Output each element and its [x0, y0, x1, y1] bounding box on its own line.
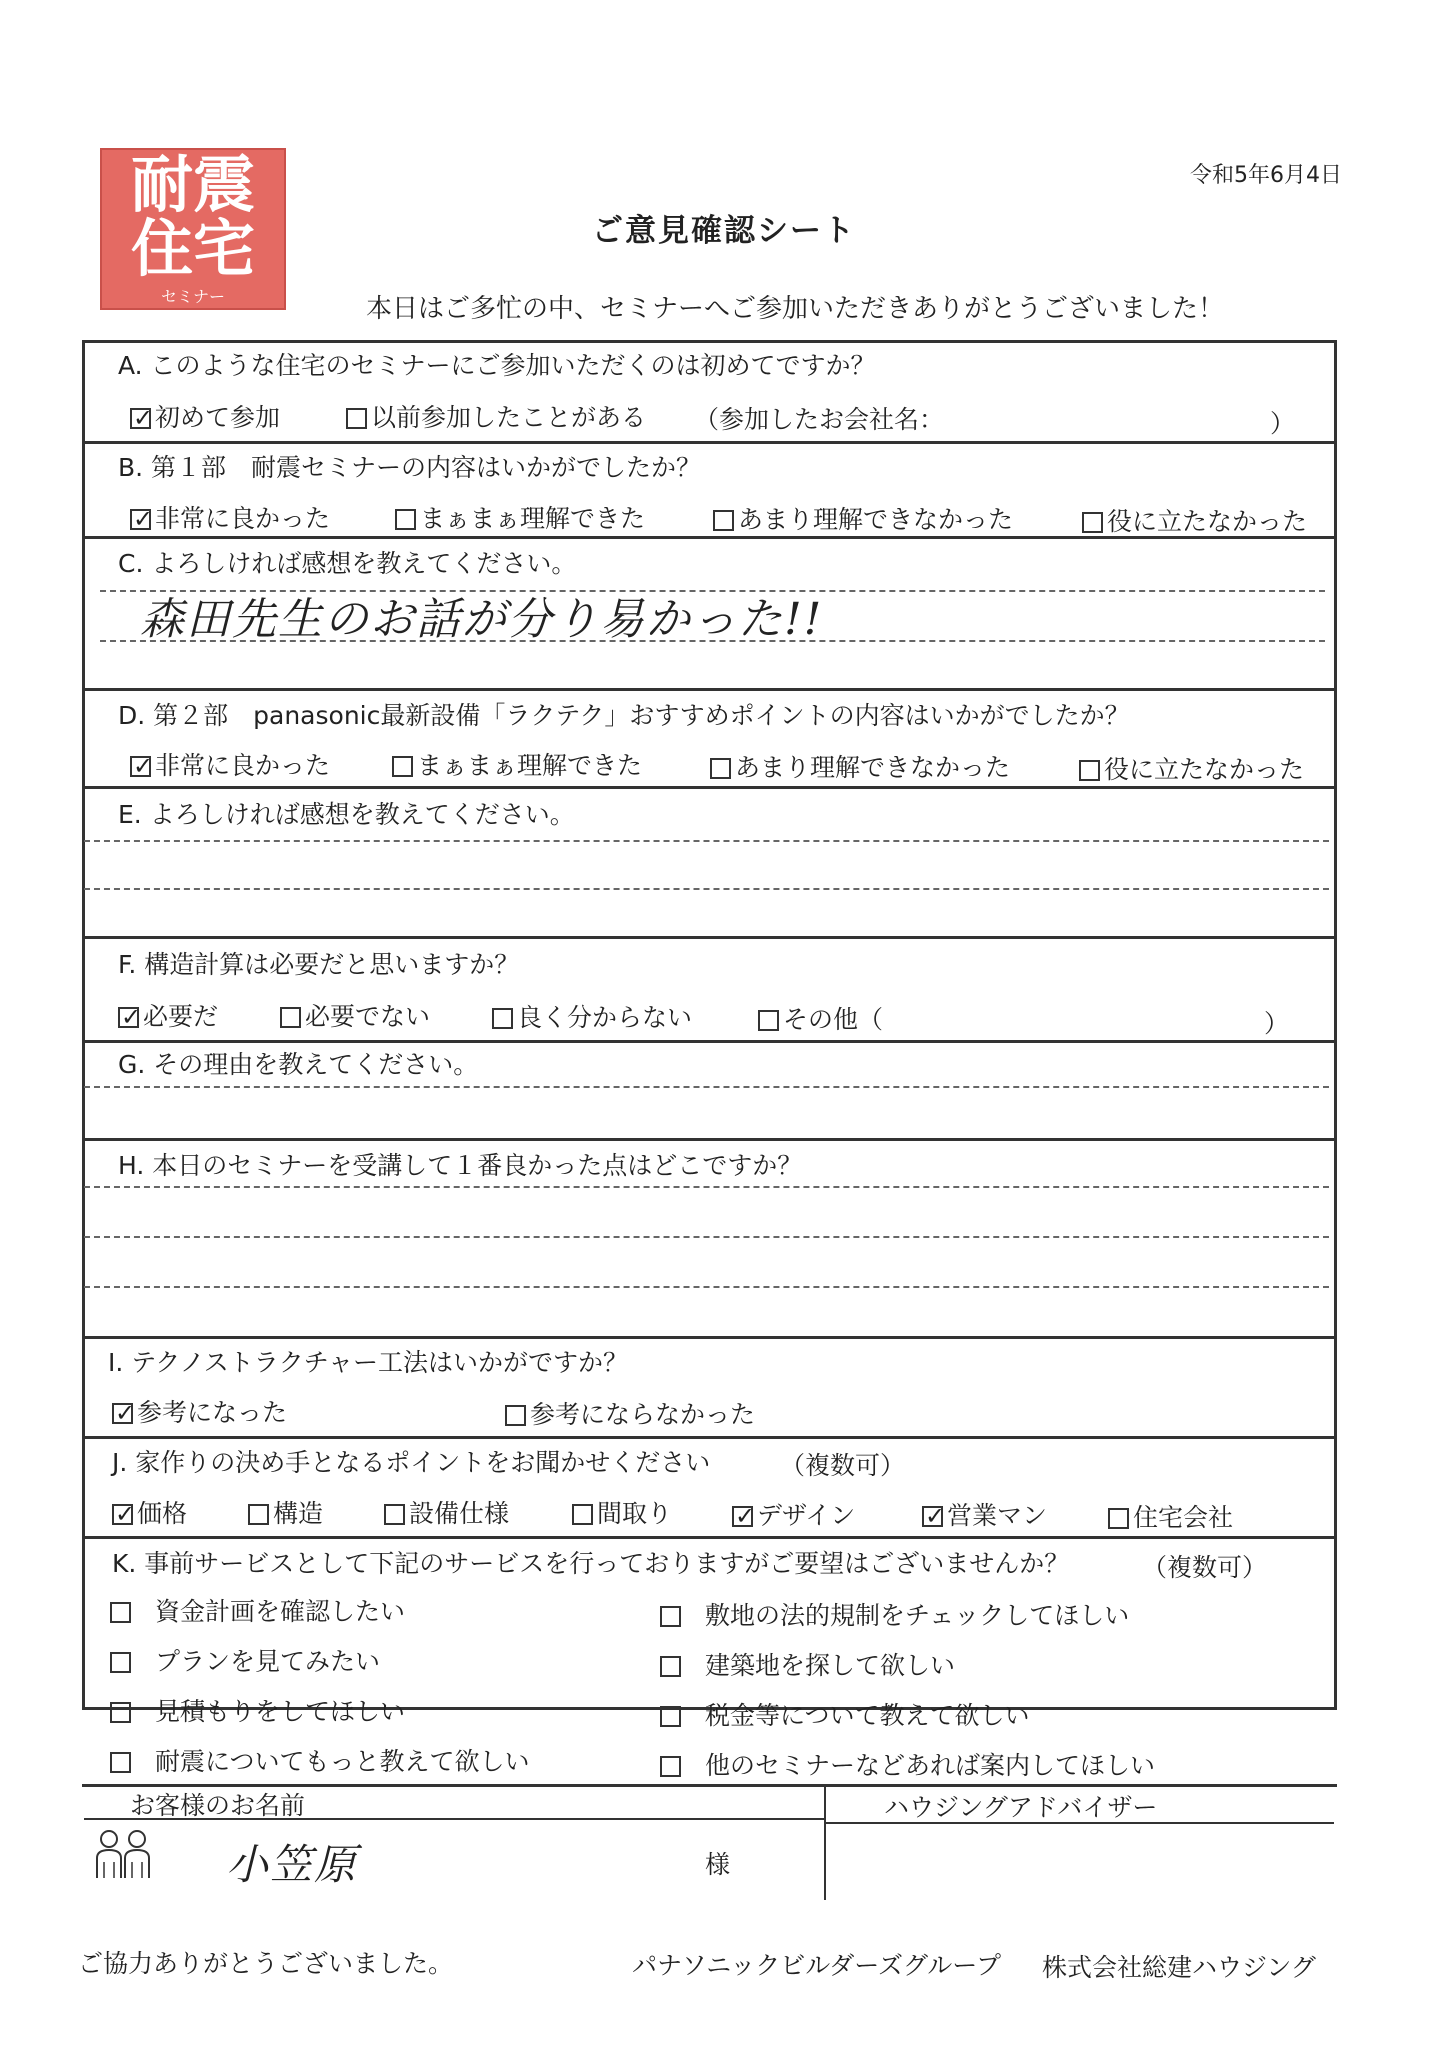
option-k-right-1[interactable]: 敷地の法的規制をチェックしてほしい [660, 1596, 1129, 1632]
checkbox-checked[interactable]: ✓ [732, 1506, 753, 1527]
question-c: C. よろしければ感想を教えてください。 [118, 549, 577, 578]
checkbox[interactable] [110, 1602, 131, 1623]
advisor-label-underline [826, 1822, 1334, 1824]
option-a-attended-before[interactable]: 以前参加したことがある [346, 398, 646, 434]
option-f-other[interactable]: その他（ [758, 1000, 883, 1036]
section-divider [82, 688, 1337, 691]
footer-company: 株式会社総建ハウジング [1042, 1953, 1316, 1982]
option-j-structure[interactable]: 構造 [248, 1494, 323, 1530]
checkbox[interactable] [713, 510, 734, 531]
question-j: J. 家作りの決め手となるポイントをお聞かせください [112, 1448, 711, 1477]
dotted-line [84, 1236, 1329, 1238]
option-f-not-needed[interactable]: 必要でない [280, 997, 430, 1033]
option-f-needed[interactable]: ✓ 必要だ [118, 997, 218, 1033]
section-divider [82, 536, 1337, 539]
option-k-left-3[interactable]: 見積もりをしてほしい [110, 1692, 405, 1728]
option-j-equipment[interactable]: 設備仕様 [384, 1494, 509, 1530]
checkbox-checked[interactable]: ✓ [112, 1403, 133, 1424]
dotted-line [100, 640, 1325, 642]
option-b-very-good[interactable]: ✓ 非常に良かった [130, 499, 330, 535]
option-d-very-good[interactable]: ✓ 非常に良かった [130, 746, 330, 782]
company-name-close: ） [1270, 409, 1296, 438]
option-j-price[interactable]: ✓ 価格 [112, 1494, 187, 1530]
checkbox[interactable] [758, 1010, 779, 1031]
question-k: K. 事前サービスとして下記のサービスを行っておりますがご要望はございませんか？ [112, 1549, 1070, 1578]
checkbox[interactable] [492, 1008, 513, 1029]
question-i: I. テクノストラクチャー工法はいかがですか？ [108, 1348, 629, 1377]
logo-line-2: 住宅 [130, 212, 255, 285]
checkbox[interactable] [1082, 512, 1103, 533]
checkbox-checked[interactable]: ✓ [130, 756, 151, 777]
customer-name-label: お客様のお名前 [130, 1791, 306, 1820]
checkbox[interactable] [1079, 760, 1100, 781]
option-d-understood[interactable]: まぁまぁ理解できた [392, 746, 642, 782]
section-divider [82, 936, 1337, 939]
checkbox[interactable] [660, 1706, 681, 1727]
question-d: D. 第２部 panasonic最新設備「ラクテク」おすすめポイントの内容はいかがでしたか？ [118, 701, 1130, 730]
checkbox[interactable] [505, 1405, 526, 1426]
checkbox[interactable] [346, 408, 367, 429]
name-label-underline [84, 1818, 824, 1820]
document-date: 令和5年6月4日 [1190, 163, 1342, 188]
option-b-not-understood[interactable]: あまり理解できなかった [713, 500, 1013, 536]
logo-line-3: セミナー [160, 287, 225, 306]
option-j-design[interactable]: ✓ デザイン [732, 1496, 855, 1532]
question-h: H. 本日のセミナーを受講して１番良かった点はどこですか？ [118, 1151, 803, 1180]
option-j-layout[interactable]: 間取り [572, 1494, 672, 1530]
option-d-not-understood[interactable]: あまり理解できなかった [710, 748, 1010, 784]
page-title: ご意見確認シート [592, 213, 856, 249]
dotted-line [84, 1086, 1329, 1088]
option-d-not-useful[interactable]: 役に立たなかった [1079, 750, 1304, 786]
greeting-text: 本日はご多忙の中、セミナーへご参加いただきありがとうございました！ [366, 294, 1225, 324]
checkbox[interactable] [1108, 1508, 1129, 1529]
option-i-not-helpful[interactable]: 参考にならなかった [505, 1395, 755, 1431]
honorific-sama: 様 [705, 1850, 731, 1879]
option-k-right-4[interactable]: 他のセミナーなどあれば案内してほしい [660, 1746, 1155, 1782]
checkbox[interactable] [384, 1504, 405, 1525]
option-b-not-useful[interactable]: 役に立たなかった [1082, 502, 1307, 538]
checkbox-checked[interactable]: ✓ [922, 1506, 943, 1527]
checkbox[interactable] [660, 1756, 681, 1777]
checkbox[interactable] [392, 756, 413, 777]
section-divider [82, 1336, 1337, 1339]
option-b-understood[interactable]: まぁまぁ理解できた [395, 499, 645, 535]
question-j-note: （複数可） [780, 1451, 906, 1480]
name-divider [824, 1784, 826, 1900]
option-j-salesperson[interactable]: ✓ 営業マン [922, 1496, 1047, 1532]
checkbox-checked[interactable]: ✓ [112, 1504, 133, 1525]
checkbox[interactable] [110, 1652, 131, 1673]
dotted-line [84, 1286, 1329, 1288]
section-divider [82, 1536, 1337, 1539]
checkbox[interactable] [110, 1752, 131, 1773]
checkbox[interactable] [660, 1606, 681, 1627]
option-i-helpful[interactable]: ✓ 参考になった [112, 1393, 287, 1429]
checkbox[interactable] [110, 1702, 131, 1723]
dotted-line [84, 1186, 1329, 1188]
question-k-note: （複数可） [1142, 1553, 1268, 1582]
section-divider [82, 1138, 1337, 1141]
question-g: G. その理由を教えてください。 [118, 1050, 479, 1079]
option-k-right-3[interactable]: 税金等について教えて欲しい [660, 1696, 1030, 1732]
option-a-first-time[interactable]: ✓ 初めて参加 [130, 398, 280, 434]
checkbox[interactable] [395, 509, 416, 530]
dotted-line [84, 840, 1329, 842]
checkbox[interactable] [710, 758, 731, 779]
option-k-left-1[interactable]: 資金計画を確認したい [110, 1592, 405, 1628]
option-k-right-2[interactable]: 建築地を探して欲しい [660, 1646, 955, 1682]
dotted-line [84, 888, 1329, 890]
question-e: E. よろしければ感想を教えてください。 [118, 800, 575, 829]
checkbox[interactable] [660, 1656, 681, 1677]
answer-c-handwritten: 森田先生のお話が分り易かった!! [140, 594, 824, 645]
option-k-left-2[interactable]: プランを見てみたい [110, 1642, 380, 1678]
logo-line-1: 耐震 [130, 148, 255, 221]
footer-group: パナソニックビルダーズグループ [632, 1951, 1002, 1980]
checkbox-checked[interactable]: ✓ [118, 1007, 139, 1028]
section-divider [82, 1436, 1337, 1439]
option-f-unsure[interactable]: 良く分からない [492, 998, 692, 1034]
option-f-close: ） [1264, 1009, 1290, 1038]
footer-thanks: ご協力ありがとうございました。 [78, 1949, 454, 1978]
checkbox[interactable] [572, 1504, 593, 1525]
checkbox[interactable] [280, 1007, 301, 1028]
customer-name-handwritten: 小笠原 [226, 1840, 359, 1889]
question-f: F. 構造計算は必要だと思いますか？ [118, 950, 520, 979]
question-a: A. このような住宅のセミナーにご参加いただくのは初めてですか？ [118, 351, 876, 380]
section-divider [82, 441, 1337, 444]
company-name-label: （参加したお会社名： [694, 405, 945, 434]
option-j-company[interactable]: 住宅会社 [1108, 1498, 1233, 1534]
checkbox-checked[interactable]: ✓ [130, 408, 151, 429]
advisor-label: ハウジングアドバイザー [884, 1793, 1158, 1822]
question-b: B. 第１部 耐震セミナーの内容はいかがでしたか？ [118, 453, 702, 482]
checkbox-checked[interactable]: ✓ [130, 509, 151, 530]
customers-icon [92, 1826, 154, 1884]
option-k-left-4[interactable]: 耐震についてもっと教えて欲しい [110, 1742, 530, 1778]
section-divider [82, 786, 1337, 789]
section-divider [82, 1040, 1337, 1043]
checkbox[interactable] [248, 1504, 269, 1525]
